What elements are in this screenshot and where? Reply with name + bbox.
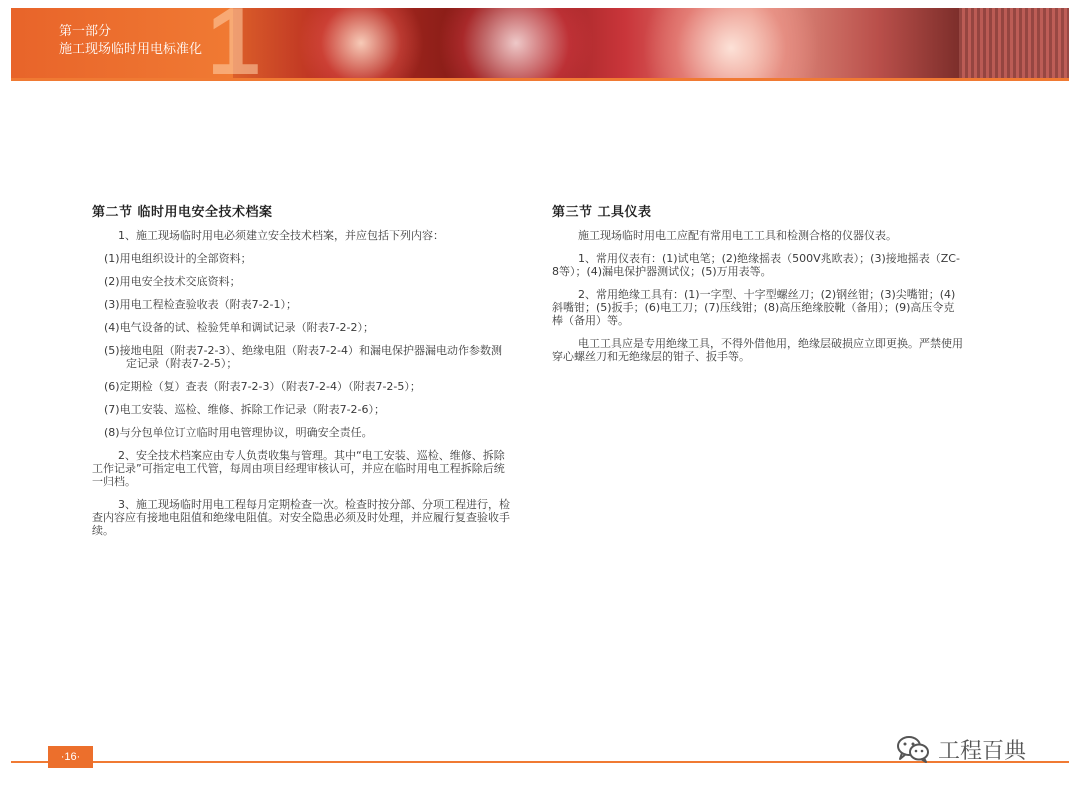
paragraph: 2、安全技术档案应由专人负责收集与管理。其中“电工安装、巡检、维修、拆除工作记录”可指定电工代管，每周由项目经理审核认可，并应在临时用电工程拆除后统一归档。 bbox=[92, 449, 505, 488]
watermark-text: 工程百典 bbox=[938, 737, 1027, 763]
part-title: 施工现场临时用电标准化 bbox=[59, 41, 203, 56]
paragraph: 2、常用绝缘工具有：(1)一字型、十字型螺丝刀；(2)钢丝钳；(3)尖嘴钳；(4)斜嘴钳；(5)扳手；(6)电工刀；(7)压线钳；(8)高压绝缘胶靴（备用）；(9)高压令克棒（备用）等。 bbox=[552, 288, 956, 327]
list-item: (3)用电工程检查验收表（附表7-2-1）； bbox=[104, 298, 298, 311]
paragraph: 1、常用仪表有：(1)试电笔；(2)绝缘摇表（500V兆欧表）；(3)接地摇表（ZC-8等）；(4)漏电保护器测试仪；(5)万用表等。 bbox=[552, 252, 960, 278]
paragraph: 1、施工现场临时用电必须建立安全技术档案，并应包括下列内容： bbox=[118, 229, 444, 242]
list-item: (1)用电组织设计的全部资料； bbox=[104, 252, 252, 265]
banner-photo-light bbox=[431, 8, 601, 78]
banner-photo-stripes bbox=[959, 8, 1069, 78]
list-item: (8)与分包单位订立临时用电管理协议，明确安全责任。 bbox=[104, 426, 373, 439]
header-divider bbox=[11, 78, 1069, 81]
part-label: 第一部分 bbox=[59, 23, 112, 38]
banner-photo-light bbox=[291, 8, 431, 78]
wechat-icon bbox=[896, 735, 930, 763]
right-section bbox=[552, 206, 964, 373]
left-section bbox=[92, 206, 512, 547]
part-number: 1 bbox=[207, 8, 261, 78]
list-item: (7)电工安装、巡检、维修、拆除工作记录（附表7-2-6）； bbox=[104, 403, 386, 416]
list-item: (2)用电安全技术交底资料； bbox=[104, 275, 241, 288]
section-title: 第二节 临时用电安全技术档案 bbox=[92, 205, 273, 220]
banner-photo-light bbox=[631, 8, 831, 78]
paragraph: 3、施工现场临时用电工程每月定期检查一次。检查时按分部、分项工程进行，检查内容应有接地电阻值和绝缘电阻值。对安全隐患必须及时处理，并应履行复查验收手续。 bbox=[92, 498, 510, 537]
list-item: (5)接地电阻（附表7-2-3）、绝缘电阻（附表7-2-4）和漏电保护器漏电动作参数测定记录（附表7-2-5）； bbox=[104, 344, 502, 370]
header-title bbox=[59, 22, 202, 58]
section-title: 第三节 工具仪表 bbox=[552, 205, 652, 220]
paragraph: 施工现场临时用电工应配有常用电工工具和检测合格的仪器仪表。 bbox=[578, 229, 897, 242]
list-item: (4)电气设备的试、检验凭单和调试记录（附表7-2-2）； bbox=[104, 321, 375, 334]
list-item: (6)定期检（复）查表（附表7-2-3）（附表7-2-4）（附表7-2-5）； bbox=[104, 380, 421, 393]
page-number: ·16· bbox=[48, 746, 93, 768]
paragraph: 电工工具应是专用绝缘工具，不得外借他用，绝缘层破损应立即更换。严禁使用穿心螺丝刀和无绝缘层的钳子、扳手等。 bbox=[552, 337, 963, 363]
watermark bbox=[896, 734, 1026, 764]
header-banner bbox=[11, 8, 1069, 78]
